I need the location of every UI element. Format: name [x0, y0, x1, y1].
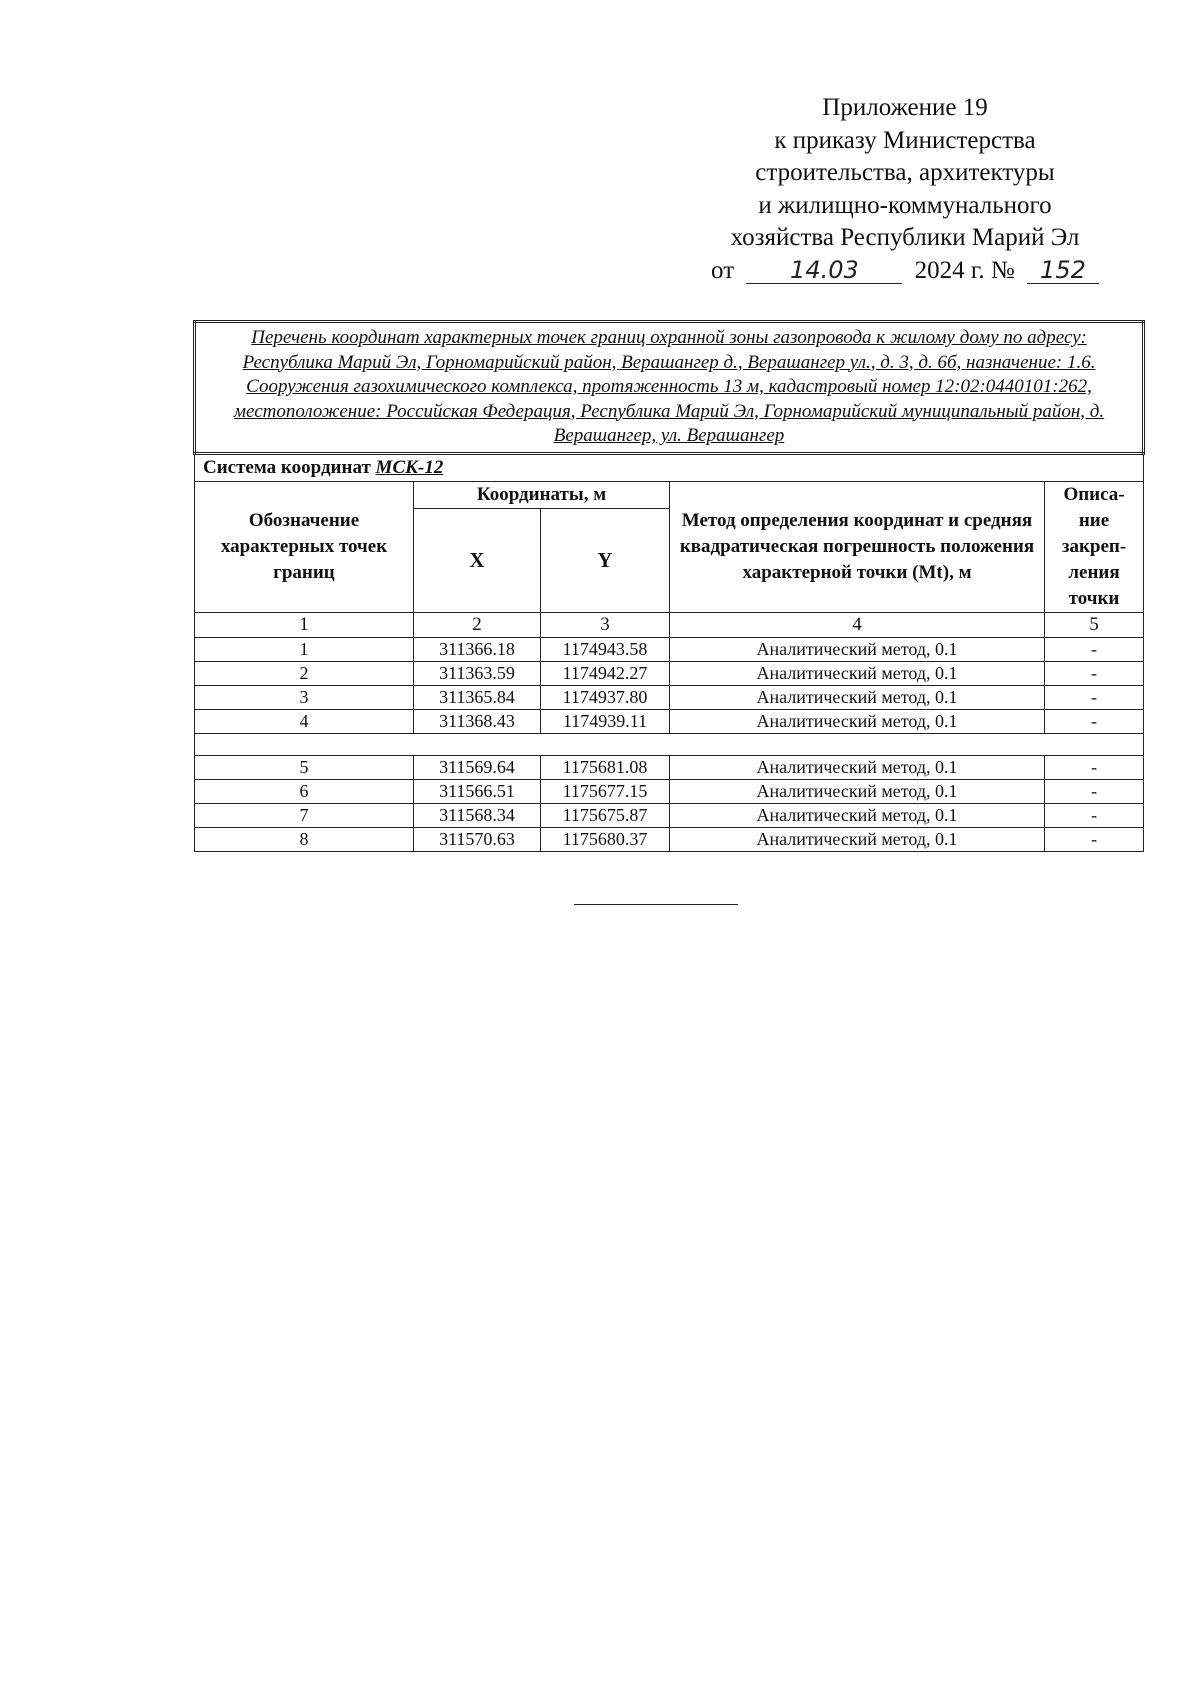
cell-method: Аналитический метод, 0.1	[670, 685, 1045, 709]
cell-method: Аналитический метод, 0.1	[670, 755, 1045, 779]
cell-description: -	[1045, 661, 1144, 685]
handwritten-date: 14.03	[746, 257, 902, 284]
header-y: Y	[541, 508, 670, 612]
cell-y: 1175680.37	[541, 827, 670, 851]
coordinates-table	[193, 320, 1145, 852]
cell-description: -	[1045, 685, 1144, 709]
cell-x: 311368.43	[414, 709, 541, 733]
table-row	[195, 803, 1144, 827]
header-row-1	[195, 481, 1144, 508]
cell-point: 5	[195, 755, 414, 779]
table-row	[195, 779, 1144, 803]
cell-y: 1174943.58	[541, 637, 670, 661]
header-line-ministry: строительства, архитектуры	[755, 159, 1055, 186]
coordinate-system-value: МСК-12	[375, 457, 444, 478]
cell-point: 6	[195, 779, 414, 803]
cell-description: -	[1045, 803, 1144, 827]
cell-y: 1175681.08	[541, 755, 670, 779]
header-x: X	[414, 508, 541, 612]
year-text: 2024 г. №	[914, 256, 1015, 284]
table-title: Перечень координат характерных точек границ охранной зоны газопровода к жилому дому по адресу: Республика Марий Эл, Горномарийский район, Верашангер д., Верашангер ул., д. 3, д. 6б, назначение: 1.6. Сооружения газохимического комплекса, протяженность 13 м, кадастровый номер 12:02:0440101:262, местоположение: Российская Федерация, Республика Марий Эл, Горномарийский муниципальный район, д. Верашангер, ул. Верашангер	[195, 322, 1144, 454]
cell-description: -	[1045, 637, 1144, 661]
header-coords: Координаты, м	[414, 481, 670, 508]
table-row	[195, 827, 1144, 851]
appendix-title: Приложение 19	[822, 94, 988, 121]
table-row	[195, 755, 1144, 779]
date-prefix: от	[711, 256, 735, 284]
cell-x: 311366.18	[414, 637, 541, 661]
column-number-row	[195, 612, 1144, 637]
coordinate-system-row	[195, 453, 1144, 481]
cell-point: 1	[195, 637, 414, 661]
cell-description: -	[1045, 827, 1144, 851]
cell-method: Аналитический метод, 0.1	[670, 803, 1045, 827]
cell-x: 311566.51	[414, 779, 541, 803]
header-method: Метод определения координат и средняя квадратическая погрешность положения характерной точки (Mt), м	[670, 481, 1045, 612]
cell-point: 3	[195, 685, 414, 709]
header-line-republic: хозяйства Республики Марий Эл	[730, 224, 1080, 251]
coordinate-system	[195, 453, 1144, 481]
group-separator-row	[195, 733, 1144, 755]
cell-y: 1174939.11	[541, 709, 670, 733]
cell-method: Аналитический метод, 0.1	[670, 661, 1045, 685]
group-separator	[195, 733, 1144, 755]
appendix-header	[690, 92, 1120, 287]
handwritten-order-number: 152	[1027, 257, 1099, 284]
table-row	[195, 661, 1144, 685]
cell-method: Аналитический метод, 0.1	[670, 827, 1045, 851]
header-line-order: к приказу Министерства	[774, 126, 1036, 154]
column-number: 4	[670, 612, 1045, 637]
header-description: Описа-ние закреп-ления точки	[1045, 481, 1144, 612]
cell-method: Аналитический метод, 0.1	[670, 709, 1045, 733]
cell-y: 1175675.87	[541, 803, 670, 827]
cell-point: 4	[195, 709, 414, 733]
header-line-housing: и жилищно-коммунального	[758, 191, 1052, 219]
cell-description: -	[1045, 709, 1144, 733]
cell-point: 7	[195, 803, 414, 827]
cell-x: 311363.59	[414, 661, 541, 685]
coordinate-system-label: Система координат	[203, 457, 371, 478]
order-date-line	[690, 255, 1120, 288]
column-number: 5	[1045, 612, 1144, 637]
cell-y: 1174937.80	[541, 685, 670, 709]
cell-y: 1175677.15	[541, 779, 670, 803]
cell-method: Аналитический метод, 0.1	[670, 637, 1045, 661]
column-number: 1	[195, 612, 414, 637]
end-of-document-rule	[574, 904, 738, 905]
cell-x: 311570.63	[414, 827, 541, 851]
column-number: 3	[541, 612, 670, 637]
cell-x: 311568.34	[414, 803, 541, 827]
cell-point: 8	[195, 827, 414, 851]
column-number: 2	[414, 612, 541, 637]
cell-y: 1174942.27	[541, 661, 670, 685]
table-row	[195, 685, 1144, 709]
cell-point: 2	[195, 661, 414, 685]
cell-method: Аналитический метод, 0.1	[670, 779, 1045, 803]
table-row	[195, 709, 1144, 733]
cell-x: 311569.64	[414, 755, 541, 779]
table-title-row	[195, 322, 1144, 454]
table-row	[195, 637, 1144, 661]
cell-x: 311365.84	[414, 685, 541, 709]
cell-description: -	[1045, 779, 1144, 803]
cell-description: -	[1045, 755, 1144, 779]
header-point: Обозначение характерных точек границ	[195, 481, 414, 612]
